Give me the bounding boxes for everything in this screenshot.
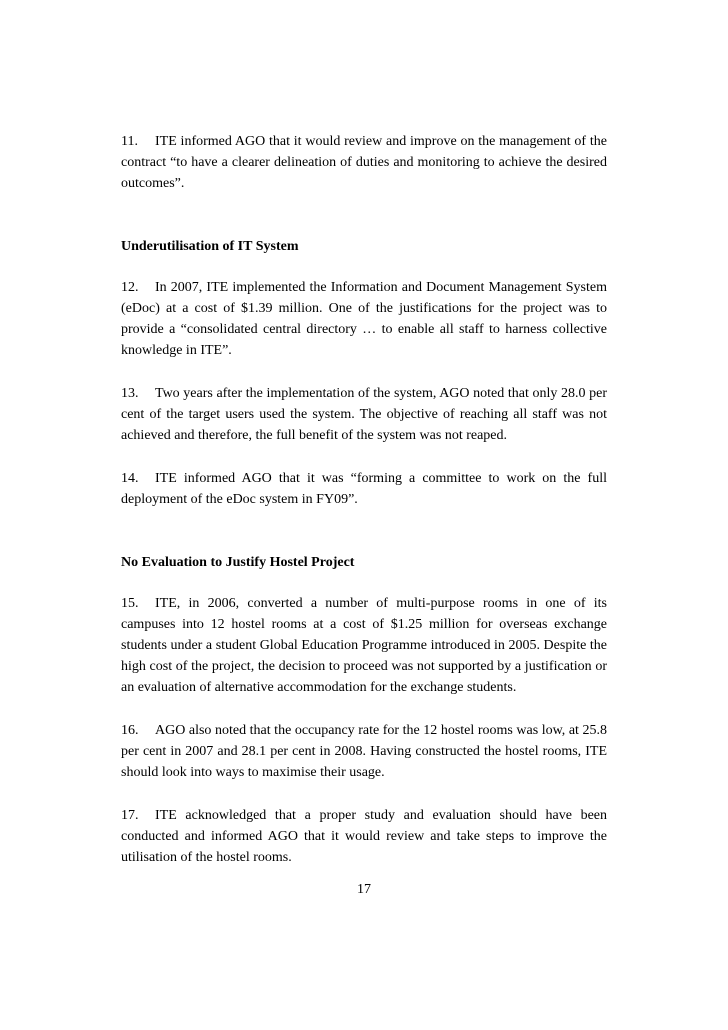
paragraph-number: 16. xyxy=(121,723,139,738)
paragraph-text: ITE acknowledged that a proper study and evaluation should have been conducted and informed AGO that it would review and take steps to improve the utilisation of the hostel rooms. xyxy=(121,808,607,865)
paragraph-text: Two years after the implementation of the system, AGO noted that only 28.0 per cent of the target users used the system. The objective of reaching all staff was not achieved and therefore, the full benefit of the system was not reaped. xyxy=(121,386,607,443)
paragraph-number: 14. xyxy=(121,471,139,486)
paragraph-text: ITE informed AGO that it was “forming a committee to work on the full deployment of the eDoc system in FY09”. xyxy=(121,471,607,507)
paragraph-13 xyxy=(121,383,607,446)
paragraph-number: 17. xyxy=(121,808,139,823)
section-spacer xyxy=(121,216,607,236)
paragraph-number: 11. xyxy=(121,134,138,149)
paragraph-11 xyxy=(121,131,607,194)
section-heading-it-system: Underutilisation of IT System xyxy=(121,239,299,254)
paragraph-number: 13. xyxy=(121,386,139,401)
paragraph-14 xyxy=(121,468,607,510)
paragraph-number: 12. xyxy=(121,280,139,295)
section-heading-hostel: No Evaluation to Justify Hostel Project xyxy=(121,555,355,570)
paragraph-text: In 2007, ITE implemented the Information and Document Management System (eDoc) at a cost of $1.39 million. One of the justifications for the project was to provide a “consolidated central directory … to enable all staff to harness collective knowledge in ITE”. xyxy=(121,280,607,358)
paragraph-17 xyxy=(121,805,607,868)
page-content xyxy=(121,131,607,890)
paragraph-text: AGO also noted that the occupancy rate for the 12 hostel rooms was low, at 25.8 per cent in 2007 and 28.1 per cent in 2008. Having constructed the hostel rooms, ITE should look into ways to maximise their usage. xyxy=(121,723,607,780)
paragraph-text: ITE informed AGO that it would review and improve on the management of the contract “to have a clearer delineation of duties and monitoring to achieve the desired outcomes”. xyxy=(121,134,607,191)
page-number: 17 xyxy=(357,882,371,897)
paragraph-number: 15. xyxy=(121,596,139,611)
paragraph-16 xyxy=(121,720,607,783)
paragraph-12 xyxy=(121,277,607,361)
paragraph-15 xyxy=(121,593,607,698)
paragraph-text: ITE, in 2006, converted a number of multi-purpose rooms in one of its campuses into 12 hostel rooms at a cost of $1.25 million for overseas exchange students under a student Global Education Programme introduced in 2005. Despite the high cost of the project, the decision to proceed was not supported by a justification or an evaluation of alternative accommodation for the exchange students. xyxy=(121,596,607,695)
section-spacer xyxy=(121,532,607,552)
